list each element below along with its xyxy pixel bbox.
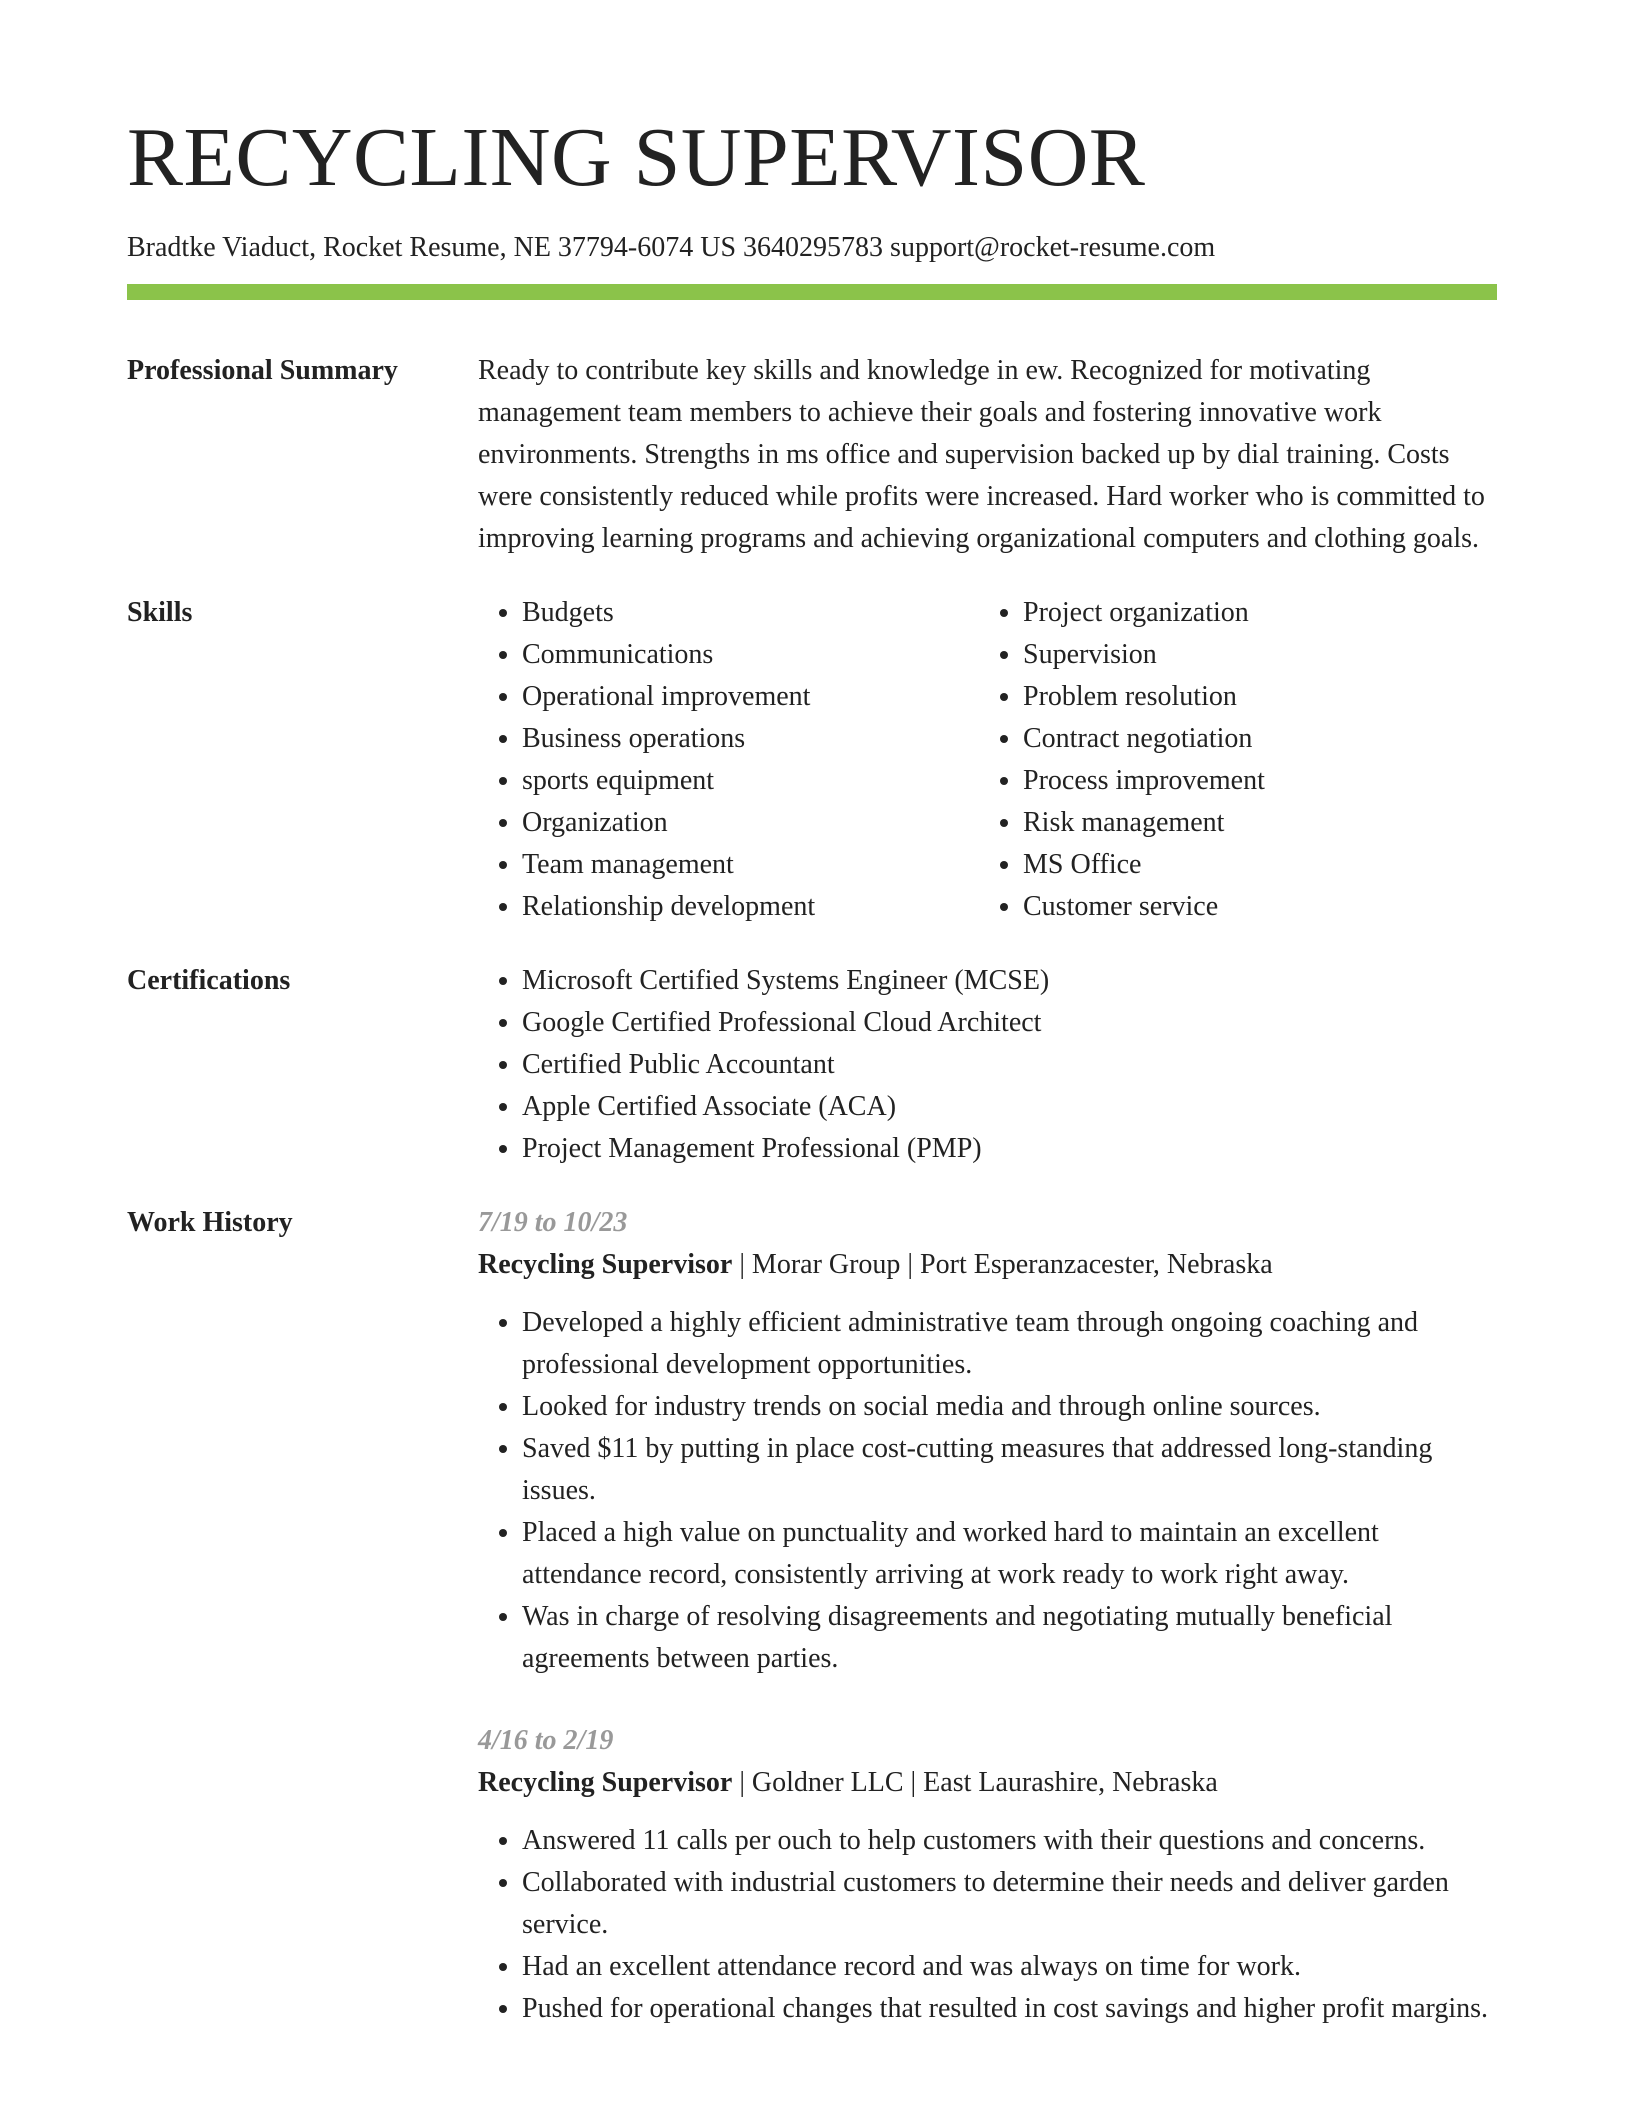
job-title: Recycling Supervisor [478, 1249, 733, 1280]
job-heading [478, 1762, 1497, 1804]
skill-item: • Organization [522, 802, 979, 844]
certifications-section [127, 960, 1497, 1170]
job-dates: 4/16 to 2/19 [478, 1725, 614, 1756]
job-bullet: • Saved $11 by putting in place cost-cutting measures that addressed long-standing issues. [522, 1428, 1497, 1512]
skill-item: • MS Office [1023, 844, 1480, 886]
certification-item: • Google Certified Professional Cloud Architect [522, 1002, 1497, 1044]
certification-item: • Microsoft Certified Systems Engineer (MCSE) [522, 960, 1497, 1002]
skill-item: • Risk management [1023, 802, 1480, 844]
summary-text: Ready to contribute key skills and knowledge in ew. Recognized for motivating management team members to achieve their goals and fostering innovative work environments. Strengths in ms office and supervision backed up by dial training. Costs were consistently reduced while profits were increased. Hard worker who is committed to improving learning programs and achieving organizational computers and clothing goals. [478, 355, 1485, 554]
certification-item: • Certified Public Accountant [522, 1044, 1497, 1086]
job-bullet: • Answered 11 calls per ouch to help customers with their questions and concerns. [522, 1820, 1497, 1862]
skill-item: • Budgets [522, 592, 979, 634]
skill-item: • Relationship development [522, 886, 979, 928]
contact-address: Bradtke Viaduct, Rocket Resume, NE 37794-6074 US [127, 232, 737, 263]
skill-item: • Problem resolution [1023, 676, 1480, 718]
job-bullet: • Developed a highly efficient administrative team through ongoing coaching and professional development opportunities. [522, 1302, 1497, 1386]
skills-section [127, 592, 1497, 928]
section-title-certifications: Certifications [127, 965, 291, 996]
work-history-section [127, 1202, 1497, 2070]
summary-section [127, 350, 1497, 560]
job-bullets [478, 1302, 1497, 1680]
skill-item: • Communications [522, 634, 979, 676]
section-title-work-history: Work History [127, 1207, 293, 1238]
certification-item: • Apple Certified Associate (ACA) [522, 1086, 1497, 1128]
skills-list-left [478, 592, 979, 928]
section-title-skills: Skills [127, 597, 193, 628]
certification-item: • Project Management Professional (PMP) [522, 1128, 1497, 1170]
section-title-summary: Professional Summary [127, 355, 398, 386]
job-entry [478, 1202, 1497, 1680]
job-bullet: • Collaborated with industrial customers to determine their needs and deliver garden service. [522, 1862, 1497, 1946]
resume-sections [127, 350, 1497, 2102]
skill-item: • Project organization [1023, 592, 1480, 634]
skill-item: • Team management [522, 844, 979, 886]
summary-body [478, 350, 1497, 560]
job-details: | Goldner LLC | East Laurashire, Nebraska [732, 1767, 1218, 1798]
job-title: Recycling Supervisor [478, 1767, 733, 1798]
contact-line [127, 230, 1215, 266]
skill-item: • Customer service [1023, 886, 1480, 928]
job-heading [478, 1244, 1497, 1286]
contact-email: support@rocket-resume.com [890, 232, 1216, 263]
skill-item: • Operational improvement [522, 676, 979, 718]
job-bullet: • Pushed for operational changes that resulted in cost savings and higher profit margins. [522, 1988, 1497, 2030]
job-bullet: • Was in charge of resolving disagreements and negotiating mutually beneficial agreements between parties. [522, 1596, 1497, 1680]
skill-item: • Supervision [1023, 634, 1480, 676]
skills-list-right [979, 592, 1480, 928]
job-bullet: • Had an excellent attendance record and was always on time for work. [522, 1946, 1497, 1988]
skill-item: • Contract negotiation [1023, 718, 1480, 760]
skill-item: • Business operations [522, 718, 979, 760]
job-details: | Morar Group | Port Esperanzacester, Nebraska [732, 1249, 1273, 1280]
job-bullets [478, 1820, 1497, 2030]
job-bullet: • Placed a high value on punctuality and worked hard to maintain an excellent attendance record, consistently arriving at work ready to work right away. [522, 1512, 1497, 1596]
job-bullet: • Looked for industry trends on social media and through online sources. [522, 1386, 1497, 1428]
job-dates: 7/19 to 10/23 [478, 1207, 628, 1238]
certifications-body [478, 960, 1497, 1170]
work-history-body [478, 1202, 1497, 2070]
skills-grid [478, 592, 1497, 928]
contact-phone: 3640295783 [743, 232, 884, 263]
job-entry [478, 1720, 1497, 2030]
resume-name: RECYCLING SUPERVISOR [127, 111, 1146, 204]
skill-item: • Process improvement [1023, 760, 1480, 802]
skill-item: • sports equipment [522, 760, 979, 802]
certifications-list [478, 960, 1497, 1170]
header-divider [127, 284, 1497, 300]
